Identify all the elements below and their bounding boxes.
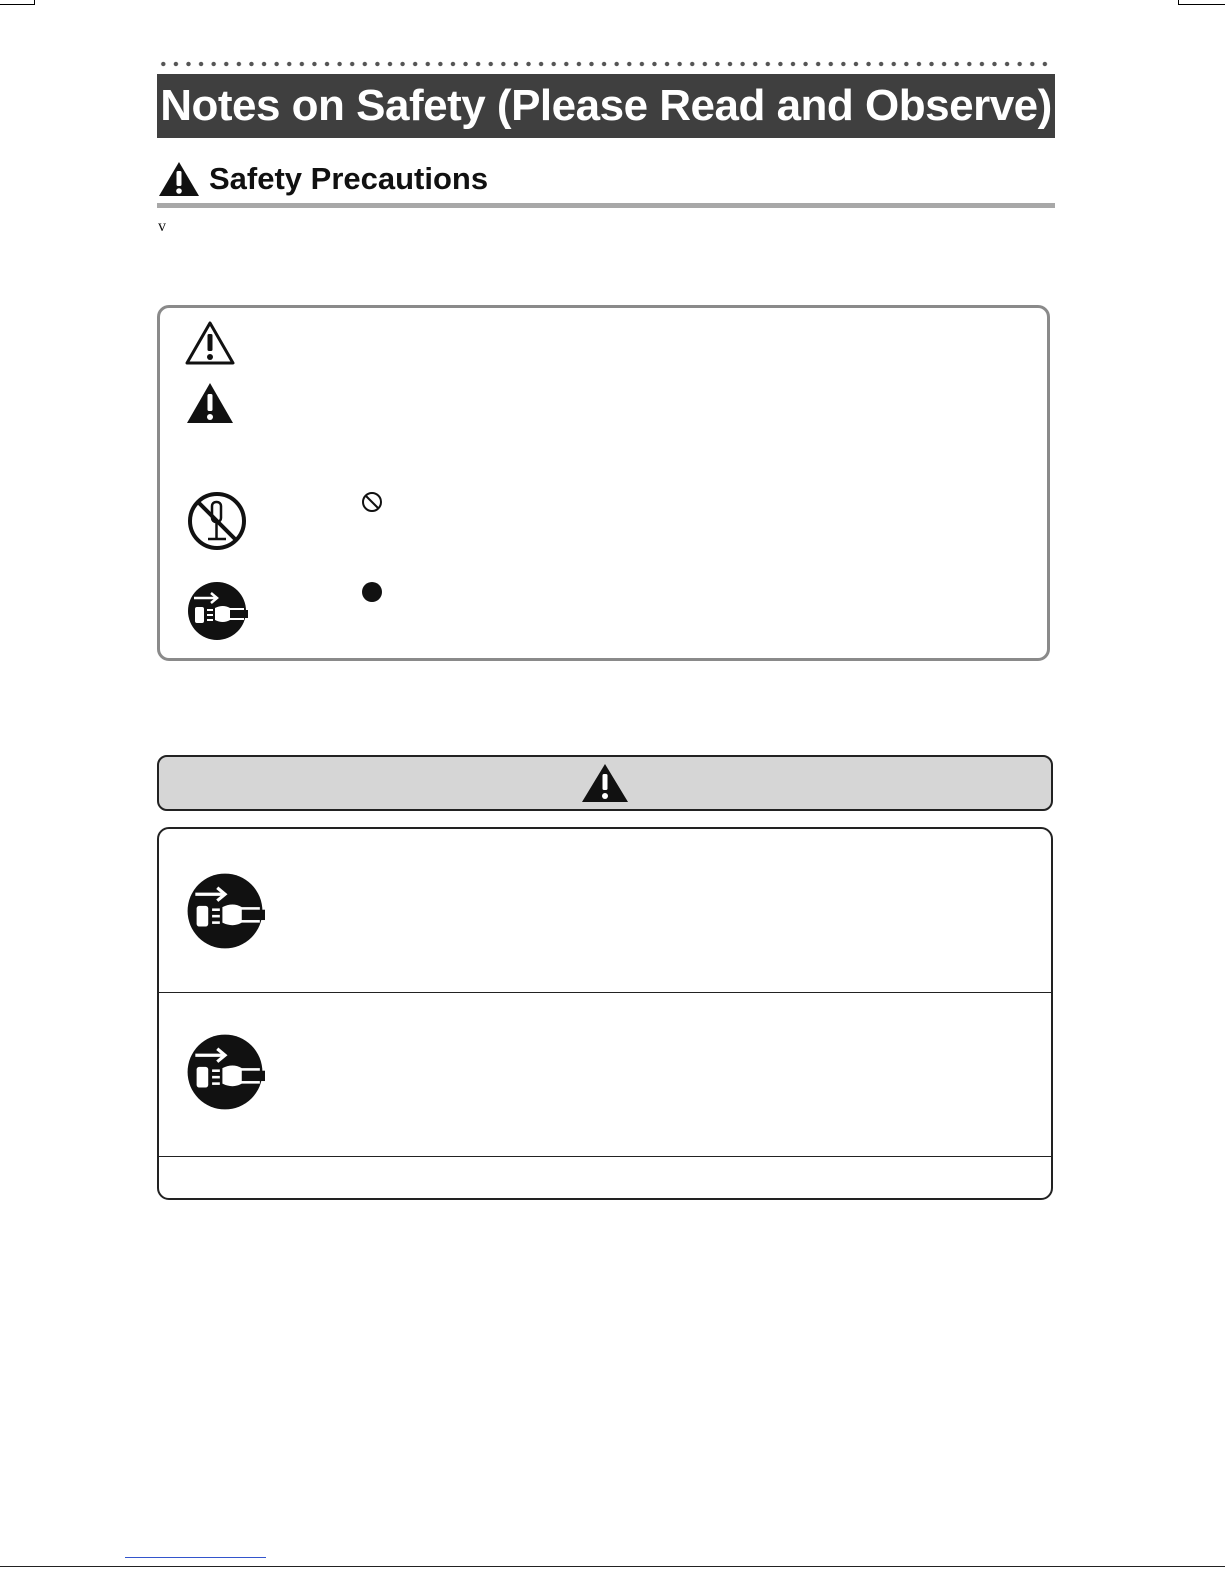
crop-mark-top-right-vertical <box>1178 0 1179 5</box>
unplug-icon <box>185 1032 265 1112</box>
warning-filled-icon <box>580 762 630 804</box>
section-title: Safety Precautions <box>209 161 489 196</box>
unplug-icon <box>186 580 248 642</box>
dotted-rule <box>157 60 1055 68</box>
warning-outline-icon <box>184 320 236 366</box>
section-divider <box>157 203 1055 208</box>
warning-panel-header <box>157 755 1053 811</box>
crop-mark-top-right <box>1178 4 1225 5</box>
section-heading <box>157 156 1055 202</box>
prohibited-symbol-icon <box>360 490 384 514</box>
page-title-text: Notes on Safety (Please Read and Observe) <box>160 81 1052 130</box>
footer-rule <box>0 1566 1225 1567</box>
unplug-icon <box>185 871 265 951</box>
row-divider <box>159 992 1051 993</box>
footer-link-underline[interactable] <box>125 1557 266 1558</box>
crop-mark-top-left <box>0 4 34 5</box>
warning-filled-icon <box>157 160 201 198</box>
crop-mark-top-left-vertical <box>34 0 35 5</box>
warning-panel <box>157 827 1053 1200</box>
warning-filled-icon <box>184 380 236 426</box>
page-title <box>157 74 1055 138</box>
mandatory-dot-icon <box>360 580 384 604</box>
symbol-legend-panel <box>157 305 1050 661</box>
no-disassembly-icon <box>186 490 248 552</box>
row-divider <box>159 1156 1051 1157</box>
stray-mark: v <box>158 218 166 235</box>
